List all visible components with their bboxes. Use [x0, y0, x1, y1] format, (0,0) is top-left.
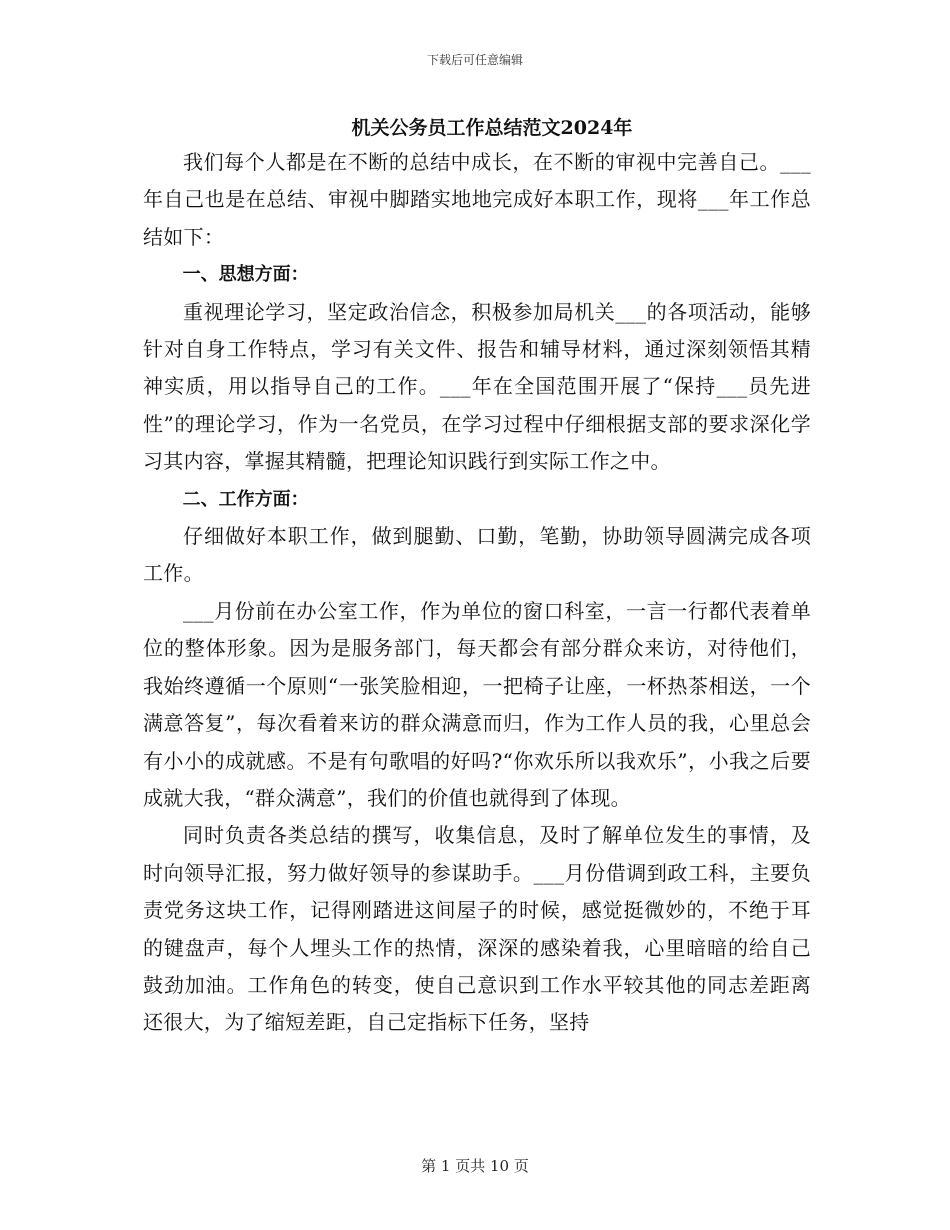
section-heading-thought: 一、思想方面：	[182, 264, 309, 286]
paragraph-office-work: ___月份前在办公室工作，作为单位的窗口科室，一言一行都代表着单位的整体形象。因为是服务部门，每天都会有部分群众来访，对待他们，我始终遵循一个原则“一张笑脸相迎，一把椅子让座，一杯热茶相送，一个满意答复”，每次看着来访的群众满意而归，作为工作人员的我，心里总会有小小的成就感。不是有句歌唱的好吗?“你欢乐所以我欢乐”，小我之后要成就大我，“群众满意”，我们的价值也就得到了体现。	[143, 598, 811, 810]
section-heading-work: 二、工作方面：	[182, 488, 309, 510]
paragraph-writing-duties: 同时负责各类总结的撰写，收集信息，及时了解单位发生的事情，及时向领导汇报，努力做好领导的参谋助手。___月份借调到政工科，主要负责党务这块工作，记得刚踏进这间屋子的时候，感觉挺微妙的，不绝于耳的键盘声，每个人埋头工作的热情，深深的感染着我，心里暗暗的给自己鼓劲加油。工作角色的转变，使自己意识到工作水平较其他的同志差距离还很大，为了缩短差距，自己定指标下任务，坚持	[143, 823, 811, 1035]
paragraph-thought: 重视理论学习，坚定政治信念，积极参加局机关___的各项活动，能够针对自身工作特点，学习有关文件、报告和辅导材料，通过深刻领悟其精神实质，用以指导自己的工作。___年在全国范围开展了“保持___员先进性”的理论学习，作为一名党员，在学习过程中仔细根据支部的要求深化学习其内容，掌握其精髓，把理论知识践行到实际工作之中。	[143, 299, 811, 474]
page-header: 下载后可任意编辑	[426, 53, 523, 67]
document-body	[143, 112, 811, 1042]
document-title: 机关公务员工作总结范文2024年	[351, 117, 633, 139]
page-number: 第 1 页共 10 页	[421, 1157, 529, 1175]
paragraph-intro: 我们每个人都是在不断的总结中成长，在不断的审视中完善自己。___年自己也是在总结、审视中脚踏实地地完成好本职工作，现将___年工作总结如下：	[143, 150, 811, 249]
paragraph-work-summary: 仔细做好本职工作，做到腿勤、口勤，笔勤，协助领导圆满完成各项工作。	[143, 524, 811, 586]
